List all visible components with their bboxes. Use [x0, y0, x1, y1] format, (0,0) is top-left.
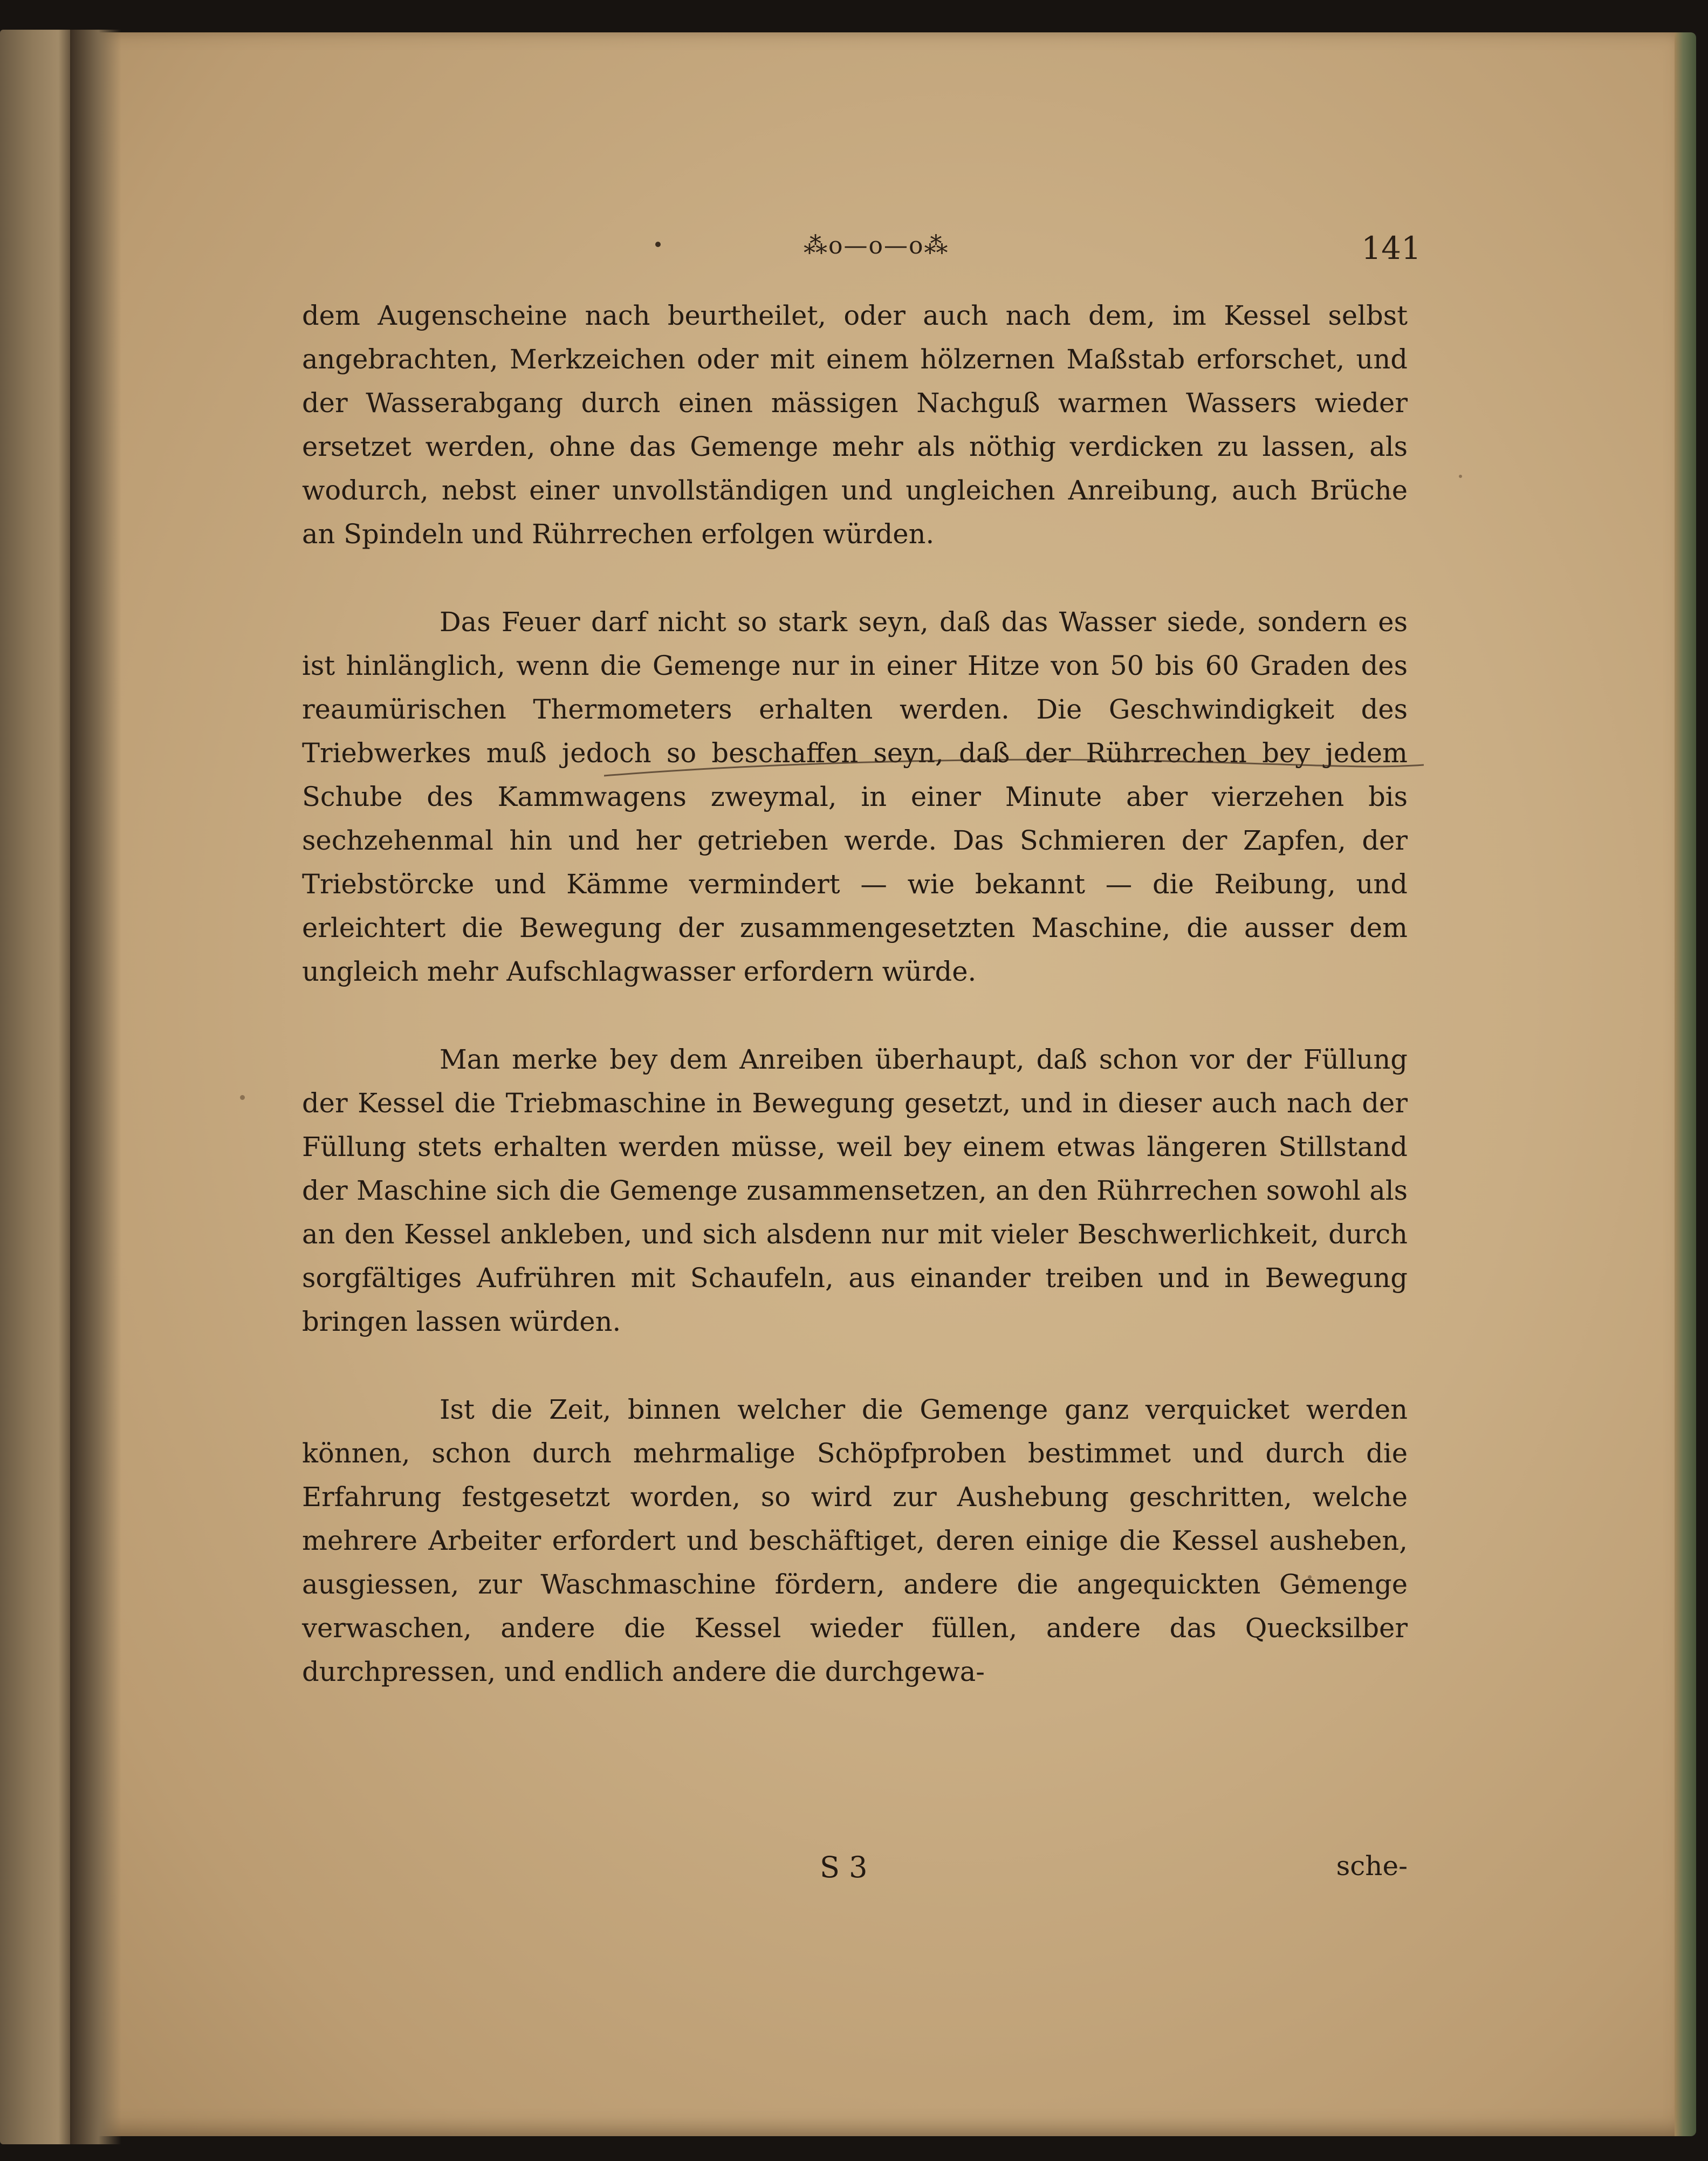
page-number: 141	[1361, 230, 1421, 266]
paragraph: Man merke bey dem Anreiben überhaupt, daß schon vor der Füllung der Kessel die Triebmaschine in Bewegung gesetzt, und in dieser auch nach der Füllung stets erhalten werden müsse, weil bey einem etwas längeren Stillstand der Maschine sich die Gemenge zusammensetzen, an den Rührrechen sowohl als an den Kessel ankleben, und sich alsdenn nur mit vieler Beschwerlichkeit, durch sorgfältiges Aufrühren mit Schaufeln, aus einander treiben und in Bewegung bringen lassen würden.	[302, 1044, 1408, 1337]
gutter-shadow	[70, 30, 121, 2144]
signature-mark: S 3	[820, 1850, 868, 1884]
paragraph: Ist die Zeit, binnen welcher die Gemenge ganz verquicket werden können, schon durch mehrmalige Schöpfproben bestimmet und durch die Erfahrung festgesetzt worden, so wird zur Aushebung geschritten, welche mehrere Arbeiter erfordert und beschäftiget, deren einige die Kessel ausheben, ausgiessen, zur Waschmaschine fördern, andere die angequickten Gemenge verwaschen, andere die Kessel wieder füllen, andere das Quecksilber durchpressen, und endlich andere die durchgewa-	[302, 1394, 1408, 1687]
pencil-underline-mark	[604, 755, 1424, 788]
header-ornament: ⁂o—o—o⁂	[804, 232, 949, 259]
ink-dot	[655, 242, 661, 247]
facing-page-edge	[0, 30, 73, 2144]
paragraph: Das Feuer darf nicht so stark seyn, daß das Wasser siede, sondern es ist hinlänglich, wenn die Gemenge nur in einer Hitze von 50 bis 60 Graden des reaumürischen Thermometers erhalten werden. Die Geschwindigkeit des Triebwerkes muß jedoch so beschaffen seyn, daß der Rührrechen bey jedem Schube des Kammwagens zweymal, in einer Minute aber vierzehen bis sechzehenmal hin und her getrieben werde. Das Schmieren der Zapfen, der Triebstörcke und Kämme vermindert — wie bekannt — die Reibung, und erleichtert die Bewegung der zusammengesetzten Maschine, die ausser dem ungleich mehr Aufschlagwasser erfordern würde.	[302, 606, 1408, 987]
catchword: sche-	[1336, 1850, 1408, 1882]
paper-speck	[240, 1095, 245, 1100]
paragraph: dem Augenscheine nach beurtheilet, oder auch nach dem, im Kessel selbst angebrachten, Merkzeichen oder mit einem hölzernen Maßstab erforschet, und der Wasserabgang durch einen mässigen Nachguß warmen Wassers wieder ersetzet werden, ohne das Gemenge mehr als nöthig verdicken zu lassen, als wodurch, nebst einer unvollständigen und ungleichen Anreibung, auch Brüche an Spindeln und Rührrechen erfolgen würden.	[302, 300, 1408, 550]
running-header	[804, 232, 1421, 264]
page-footer	[302, 1850, 1408, 1888]
page-edge	[1675, 32, 1696, 2136]
body-text	[302, 294, 1408, 1694]
paper-speck	[1459, 475, 1462, 478]
